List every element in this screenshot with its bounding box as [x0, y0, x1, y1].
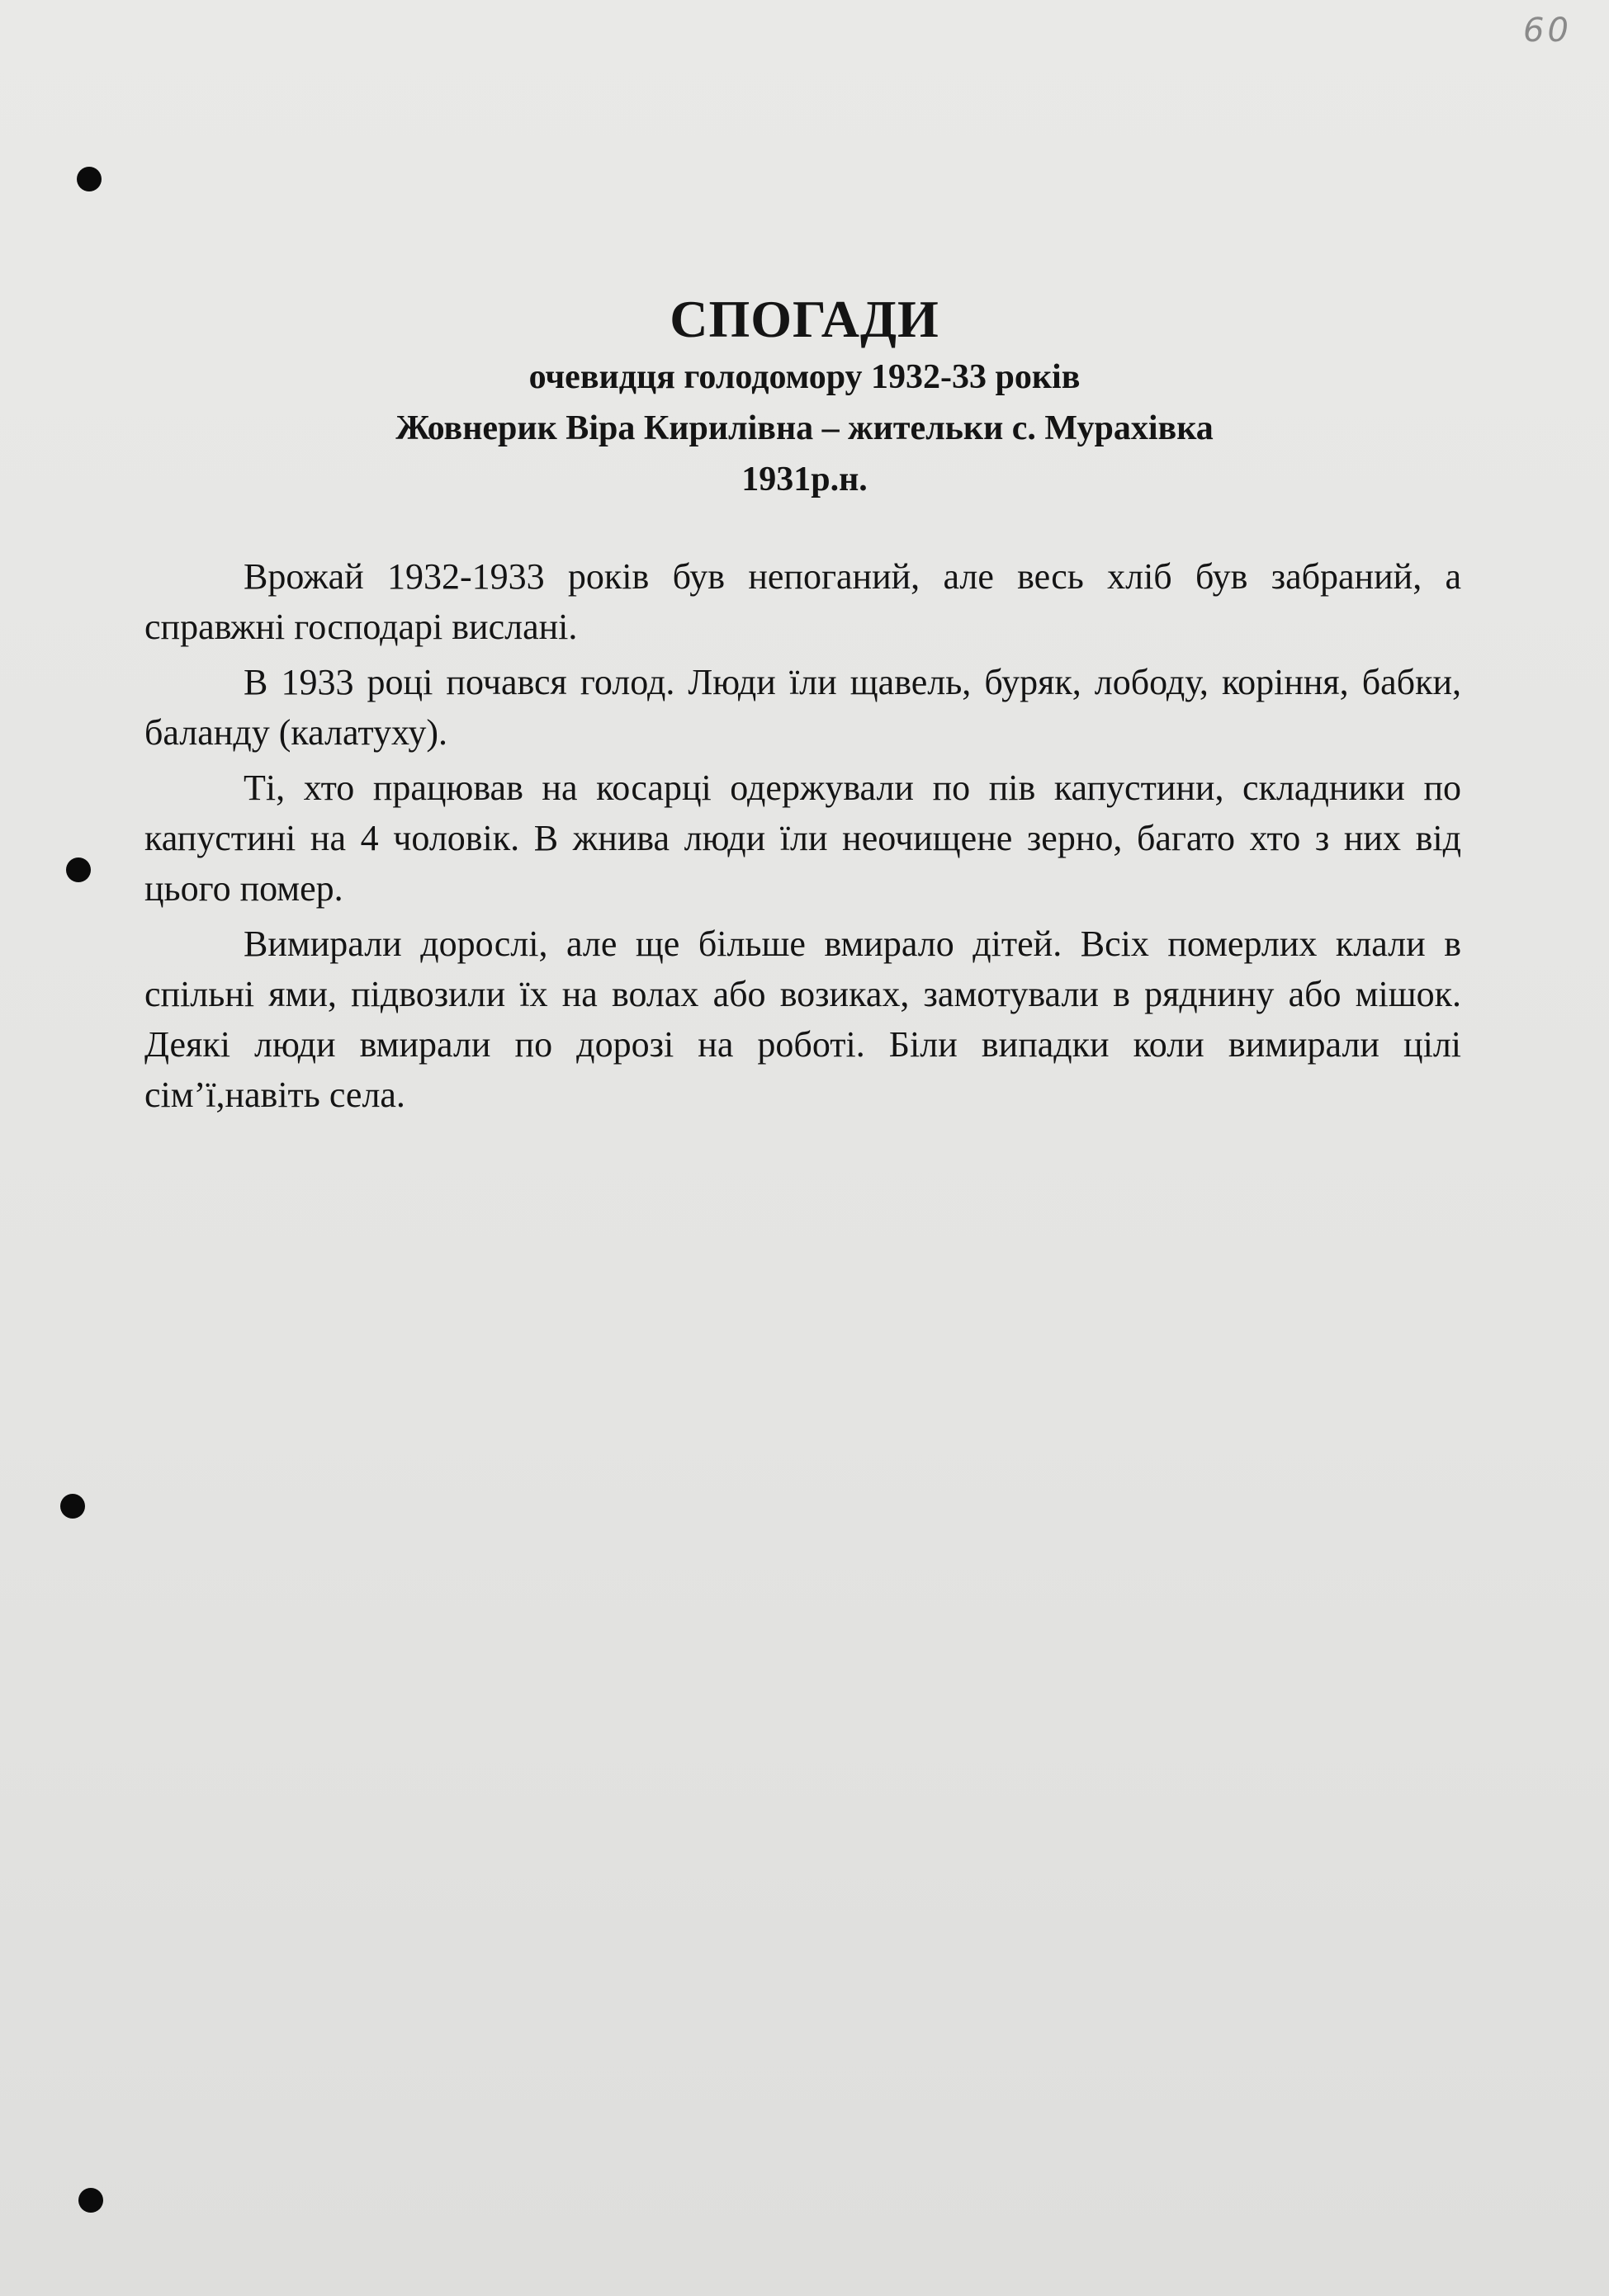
document-title: СПОГАДИ — [670, 290, 939, 348]
document-header — [0, 287, 1609, 505]
body-paragraph: Ті, хто працював на косарці одержували по пів капустини, складники по капустині на 4 чоловік. В жнива люди їли неочищене зерно, багато хто з них від цього помер. — [144, 768, 1461, 909]
document-body — [144, 551, 1461, 1125]
punch-hole-icon — [66, 857, 91, 882]
punch-hole-icon — [60, 1494, 85, 1519]
punch-hole-icon — [77, 167, 102, 191]
body-paragraph: Врожай 1932-1933 років був непоганий, але весь хліб був забраний, а справжні господарі вислані. — [144, 556, 1461, 647]
handwritten-page-number: 60 — [1523, 12, 1572, 50]
witness-name: Жовнерик Віра Кирилівна – жительки с. Мурахівка — [395, 409, 1214, 447]
body-paragraph: Вимирали дорослі, але ще більше вмирало дітей. Всіх померлих клали в спільні ями, підвозили їх на волах або возиках, замотували в ряднину або мішок. Деякі люди вмирали по дорозі на роботі. Біли випадки коли вимирали цілі сім’ї,навіть села. — [144, 924, 1461, 1115]
punch-hole-icon — [78, 2188, 103, 2213]
birth-year: 1931р.н. — [741, 461, 868, 498]
document-subtitle: очевидця голодомору 1932-33 років — [528, 358, 1081, 396]
body-paragraph: В 1933 році почався голод. Люди їли щавель, буряк, лободу, коріння, бабки, баланду (калатуху). — [144, 662, 1461, 753]
